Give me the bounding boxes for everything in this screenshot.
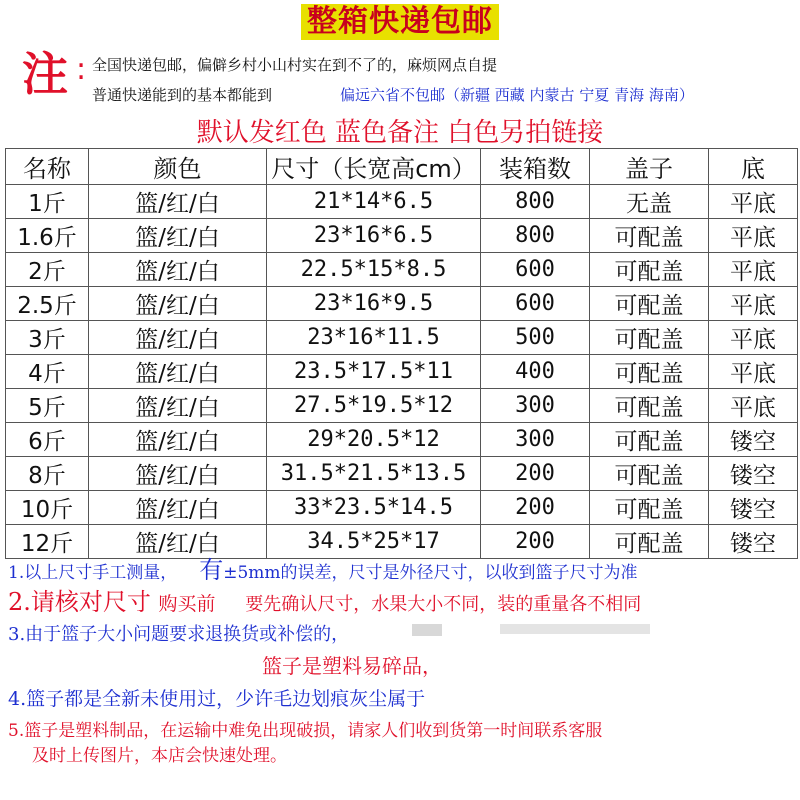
- footnote-1-emphasis: 有: [199, 556, 224, 584]
- table-row: [6, 389, 798, 423]
- col-header-name: 名称: [6, 149, 89, 185]
- cell-lid: 可配盖: [590, 219, 709, 253]
- table-row: [6, 219, 798, 253]
- table-row: [6, 491, 798, 525]
- cell-lid: 可配盖: [590, 253, 709, 287]
- cell-box-count: 800: [481, 185, 590, 219]
- cell-name: 3斤: [6, 321, 89, 355]
- col-header-color: 颜色: [89, 149, 267, 185]
- cell-name: 8斤: [6, 457, 89, 491]
- cell-name: 12斤: [6, 525, 89, 559]
- table-row: [6, 423, 798, 457]
- cell-color: 篮/红/白: [89, 253, 267, 287]
- cell-color: 篮/红/白: [89, 457, 267, 491]
- col-header-box-count: 装箱数: [481, 149, 590, 185]
- cell-bottom: 镂空: [709, 491, 798, 525]
- cell-lid: 可配盖: [590, 287, 709, 321]
- cell-name: 2.5斤: [6, 287, 89, 321]
- footnote-1-part-b: ±5mm的误差，尺寸是外径尺寸，以收到篮子尺寸为准: [223, 563, 638, 583]
- footnote-5: 5.篮子是塑料制品，在运输中难免出现破损，请家人们收到货第一时间联系客服: [8, 721, 603, 741]
- footnote-2-part-b: 要先确认尺寸，水果大小不同，装的重量各不相同: [245, 594, 642, 615]
- cell-box-count: 400: [481, 355, 590, 389]
- cell-size: 27.5*19.5*12: [267, 389, 481, 423]
- cell-name: 6斤: [6, 423, 89, 457]
- cell-name: 10斤: [6, 491, 89, 525]
- cell-box-count: 800: [481, 219, 590, 253]
- cell-size: 23*16*11.5: [267, 321, 481, 355]
- cell-lid: 可配盖: [590, 525, 709, 559]
- cell-color: 篮/红/白: [89, 389, 267, 423]
- cell-bottom: 平底: [709, 253, 798, 287]
- cell-size: 21*14*6.5: [267, 185, 481, 219]
- table-row: [6, 457, 798, 491]
- cell-lid: 可配盖: [590, 321, 709, 355]
- cell-box-count: 600: [481, 253, 590, 287]
- page-title: 整箱快递包邮: [301, 4, 499, 40]
- note-line-2-remote-provinces: 偏远六省不包邮（新疆 西藏 内蒙古 宁夏 青海 海南）: [340, 86, 694, 104]
- blurred-text-mark: [412, 624, 442, 636]
- cell-size: 29*20.5*12: [267, 423, 481, 457]
- cell-name: 4斤: [6, 355, 89, 389]
- cell-lid: 可配盖: [590, 457, 709, 491]
- table-row: [6, 321, 798, 355]
- cell-bottom: 平底: [709, 355, 798, 389]
- col-header-size: 尺寸（长宽高cm）: [267, 149, 481, 185]
- col-header-lid: 盖子: [590, 149, 709, 185]
- cell-lid: 可配盖: [590, 355, 709, 389]
- cell-box-count: 300: [481, 389, 590, 423]
- spec-table: [5, 148, 798, 559]
- footnote-3-fragile: 篮子是塑料易碎品，: [262, 654, 442, 678]
- cell-size: 23*16*6.5: [267, 219, 481, 253]
- cell-color: 篮/红/白: [89, 219, 267, 253]
- cell-box-count: 300: [481, 423, 590, 457]
- cell-lid: 可配盖: [590, 389, 709, 423]
- note-mark: 注: [22, 47, 68, 101]
- cell-box-count: 200: [481, 457, 590, 491]
- cell-name: 1.6斤: [6, 219, 89, 253]
- cell-box-count: 200: [481, 491, 590, 525]
- footnote-4: 4.篮子都是全新未使用过，少许毛边划痕灰尘属于: [8, 688, 426, 710]
- default-color-note: 默认发红色 蓝色备注 白色另拍链接: [196, 118, 604, 148]
- note-line-1: 全国快递包邮，偏僻乡村小山村实在到不了的，麻烦网点自提: [92, 56, 498, 74]
- cell-bottom: 镂空: [709, 423, 798, 457]
- footnote-5-continued: 及时上传图片，本店会快速处理。: [32, 746, 287, 766]
- table-header-row: [6, 149, 798, 185]
- footnote-2-before-purchase: 购买前: [158, 593, 216, 615]
- cell-color: 篮/红/白: [89, 287, 267, 321]
- cell-color: 篮/红/白: [89, 355, 267, 389]
- note-colon: :: [76, 52, 87, 87]
- cell-name: 5斤: [6, 389, 89, 423]
- col-header-bottom: 底: [709, 149, 798, 185]
- cell-size: 31.5*21.5*13.5: [267, 457, 481, 491]
- cell-name: 1斤: [6, 185, 89, 219]
- cell-color: 篮/红/白: [89, 423, 267, 457]
- cell-box-count: 600: [481, 287, 590, 321]
- table-row: [6, 287, 798, 321]
- footnote-1: [8, 550, 638, 585]
- cell-box-count: 500: [481, 321, 590, 355]
- cell-bottom: 平底: [709, 185, 798, 219]
- cell-color: 篮/红/白: [89, 185, 267, 219]
- footnote-1-part-a: 1.以上尺寸手工测量，: [8, 563, 178, 583]
- cell-lid: 无盖: [590, 185, 709, 219]
- table-row: [6, 355, 798, 389]
- cell-bottom: 镂空: [709, 457, 798, 491]
- cell-bottom: 平底: [709, 287, 798, 321]
- footnote-2-part-a: 2.请核对尺寸: [8, 588, 151, 616]
- cell-color: 篮/红/白: [89, 491, 267, 525]
- cell-bottom: 平底: [709, 389, 798, 423]
- note-line-2: 普通快递能到的基本都能到: [92, 86, 273, 104]
- table-row: [6, 253, 798, 287]
- cell-size: 23.5*17.5*11: [267, 355, 481, 389]
- cell-name: 2斤: [6, 253, 89, 287]
- cell-color: 篮/红/白: [89, 525, 267, 559]
- blurred-text-mark: [500, 624, 650, 634]
- footnote-3: 3.由于篮子大小问题要求退换货或补偿的，: [8, 624, 350, 645]
- cell-bottom: 平底: [709, 219, 798, 253]
- cell-bottom: 镂空: [709, 525, 798, 559]
- cell-color: 篮/红/白: [89, 321, 267, 355]
- cell-bottom: 平底: [709, 321, 798, 355]
- title-banner: [0, 4, 800, 40]
- cell-size: 34.5*25*17: [267, 525, 481, 559]
- cell-lid: 可配盖: [590, 491, 709, 525]
- footnote-2: [8, 582, 641, 617]
- cell-lid: 可配盖: [590, 423, 709, 457]
- table-row: [6, 185, 798, 219]
- cell-size: 22.5*15*8.5: [267, 253, 481, 287]
- cell-size: 23*16*9.5: [267, 287, 481, 321]
- cell-size: 33*23.5*14.5: [267, 491, 481, 525]
- cell-box-count: 200: [481, 525, 590, 559]
